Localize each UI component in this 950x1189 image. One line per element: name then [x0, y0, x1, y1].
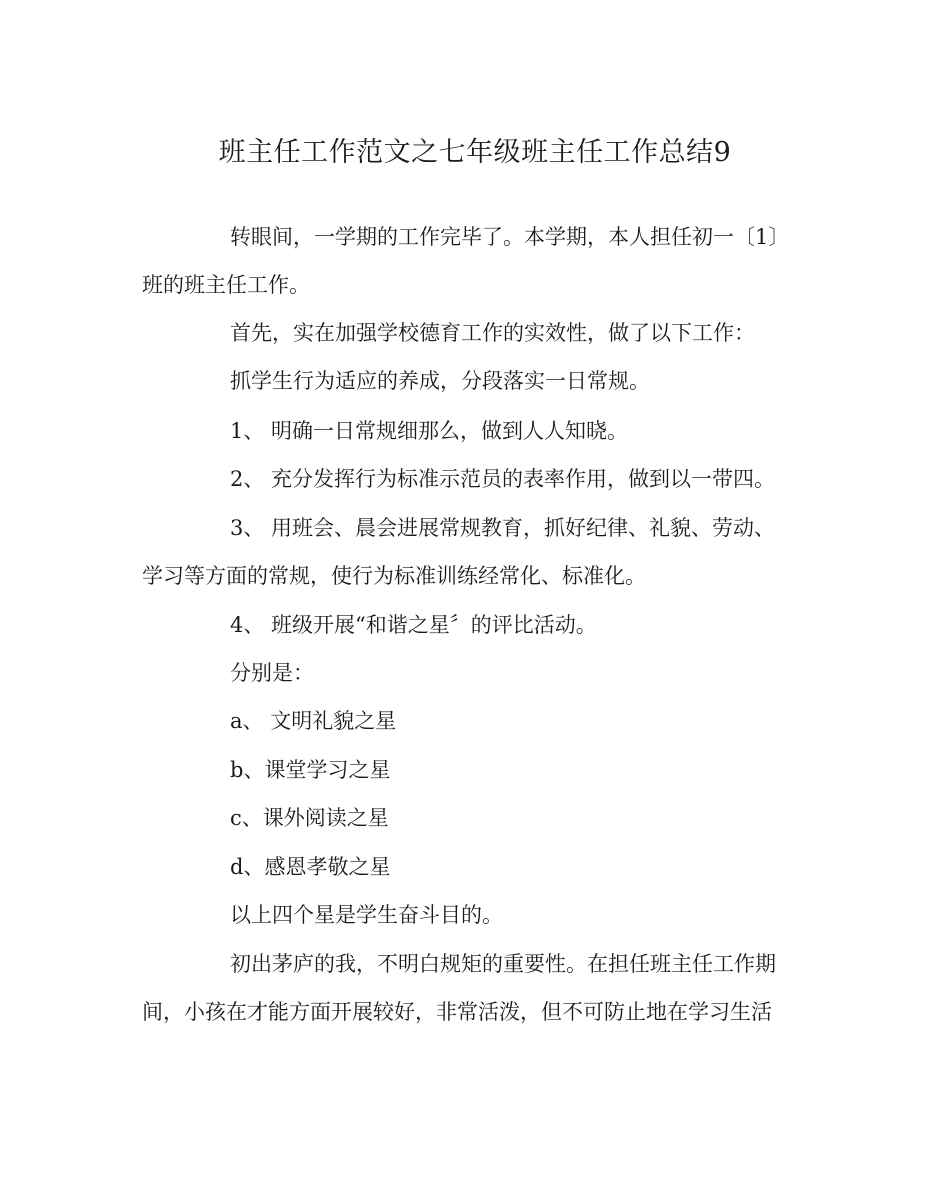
list-item: c、课外阅读之星	[230, 806, 389, 830]
list-item: b、课堂学习之星	[230, 758, 391, 782]
paragraph-line: 首先，实在加强学校德育工作的实效性，做了以下工作：	[230, 321, 755, 345]
paragraph-line: 分别是：	[230, 661, 314, 685]
list-item: 4、 班级开展“和谐之星〞的评比活动。	[230, 613, 597, 637]
paragraph-line: 学习等方面的常规，使行为标准训练经常化、标准化。	[142, 564, 646, 588]
paragraph-line: 间，小孩在才能方面开展较好，非常活泼，但不可防止地在学习生活	[142, 1000, 772, 1024]
document-title: 班主任工作范文之七年级班主任工作总结9	[218, 137, 732, 168]
paragraph-line: 班的班主任工作。	[142, 273, 310, 297]
paragraph-line: 转眼间，一学期的工作完毕了。本学期，本人担任初一〔1〕	[230, 225, 790, 249]
list-item: 2、 充分发挥行为标准示范员的表率作用，做到以一带四。	[230, 467, 776, 491]
paragraph-line: 抓学生行为适应的养成，分段落实一日常规。	[230, 369, 650, 393]
list-item: a、 文明礼貌之星	[230, 709, 397, 733]
list-item: 3、 用班会、晨会进展常规教育，抓好纪律、礼貌、劳动、	[230, 516, 776, 540]
paragraph-line: 初出茅庐的我，不明白规矩的重要性。在担任班主任工作期	[230, 952, 776, 976]
paragraph-line: 以上四个星是学生奋斗目的。	[230, 903, 503, 927]
list-item: 1、 明确一日常规细那么，做到人人知晓。	[230, 419, 629, 443]
list-item: d、感恩孝敬之星	[230, 855, 391, 879]
